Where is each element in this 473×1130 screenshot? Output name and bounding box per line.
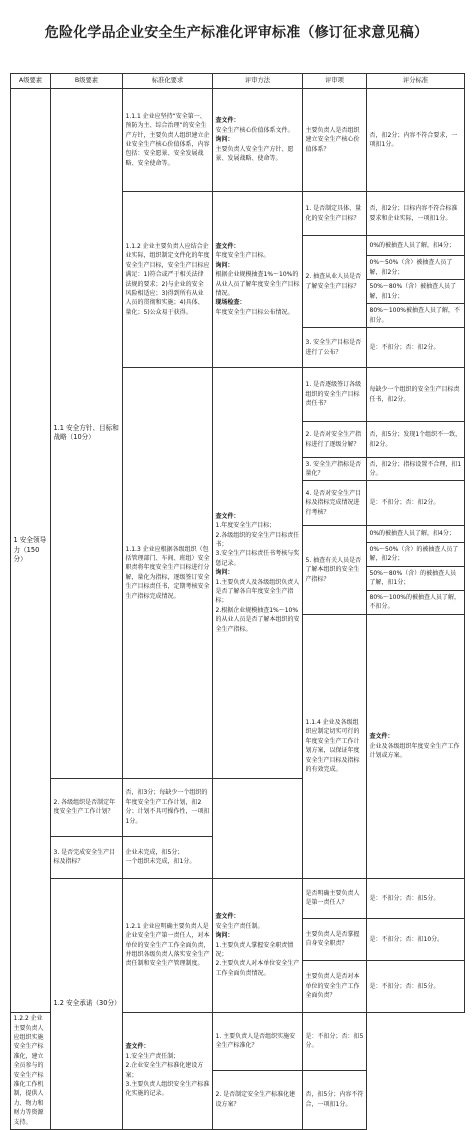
score-1-1-2-3: 是：不扣分；否：扣2分。 — [367, 328, 465, 368]
score-1-1-4-3: 企业未完成，扣5分； 一个组织未完成，扣1分。 — [123, 836, 213, 878]
table-row — [11, 878, 465, 918]
item-1-2-2-2: 2. 是否制定安全生产标准化建设方案？ — [213, 1071, 303, 1129]
requirement-1-1-3: 1.1.3 企业应根据各级组织（包括管理部门、车间、班组）安全职责将年度安全生产目标进行分解，量化为指标，逐级签订安全生产目标责任书，定期考核安全生产指标完成情况。 — [123, 368, 213, 779]
item-1-1-3-3: 3. 安全生产指标是否量化？ — [303, 458, 367, 481]
requirement-1-1-4: 1.1.4 企业及各级组织应制定切实可行的年度安全生产工作计划方案，以保证年度安全生产目标及指标的有效完成。 — [303, 614, 367, 878]
method-1-1-2: 查文件： 年度安全生产目标。 询问： 根据企业规模抽查1%～10%的从业人员了解年度安全生产目标情况。 现场检查： 年度安全生产目标公布情况。 — [213, 192, 303, 368]
item-1-2-1-3: 主要负责人是否对本单位的安全生产工作全面负责？ — [303, 960, 367, 1012]
method-1-1-4: 查文件： 企业及各级组织年度安全生产工作计划或方案。 — [367, 614, 465, 878]
score-1-1-2-2b: 0%～50%（含）被抽查人员了解，扣2分； — [367, 256, 465, 280]
header-method: 评审方法 — [213, 74, 303, 89]
requirement-1-2-1: 1.2.1 企业应明确主要负责人是企业安全生产第一责任人，对本单位的安全生产工作全面负责，并组织各级负责人落实安全生产责任制和安全生产管理制度。 — [123, 878, 213, 1012]
header-b-element: B级要素 — [51, 74, 123, 89]
header-row — [11, 74, 465, 89]
header-requirement: 标准化要求 — [123, 74, 213, 89]
item-1-1-3-5: 5. 抽查有关人员是否了解本组织的安全生产指标？ — [303, 525, 367, 614]
header-item: 评审项 — [303, 74, 367, 89]
item-1-1-4-2: 2. 各级组织是否制定年度安全生产工作计划？ — [51, 778, 123, 836]
method-1-1-3: 查文件： 1.年度安全生产目标； 2.各级组织的安全生产目标责任书； 3.安全生产目标责任书考核与奖惩记录。 询问： 1.主要负责人及各级组织负责人是否了解各自年度安全生产指标； 2.根据企业规模抽查1%～10%的从业人员是否了解本组织的安全生产指标。 — [213, 368, 303, 779]
score-1-1-3-4: 是：不扣分；否：扣2分。 — [367, 480, 465, 525]
score-1-1-3-1: 每缺少一个组织的安全生产目标责任书，扣2分。 — [367, 368, 465, 422]
score-1-1-3-5a: 0%的被抽查人员了解，扣4分； — [367, 525, 465, 542]
b-element-1-1: 1.1 安全方针、目标和战略（10分） — [51, 89, 123, 779]
item-1-1-1: 主要负责人是否组织建立安全生产核心价值体系？ — [303, 89, 367, 192]
score-1-1-2-2a: 0%的被抽查人员了解，扣4分； — [367, 236, 465, 256]
evaluation-table — [10, 73, 465, 1130]
item-1-1-3-1: 1. 是否逐级签订各级组织的安全生产目标责任书？ — [303, 368, 367, 422]
method-1-2-1: 查文件： 安全生产责任制。 询问： 1.主要负责人掌握安全职责情况； 2.主要负责人对本单位安全生产工作全面负责情况。 — [213, 878, 303, 1012]
score-1-2-2-1: 是：不扣分；否：扣5分。 — [303, 1012, 367, 1070]
method-1-1-1: 查文件： 安全生产核心价值体系文件。 询问： 主要负责人安全生产方针、愿景、发展战略、使命等。 — [213, 89, 303, 192]
score-1-2-1-1: 是：不扣分；否：扣5分。 — [367, 878, 465, 918]
a-element-leadership: 1 安全领导力（150分） — [11, 89, 51, 1013]
header-scoring: 评分标准 — [367, 74, 465, 89]
score-1-2-1-2: 是：不扣分；否：扣10分。 — [367, 918, 465, 960]
score-1-2-1-3: 是：不扣分；否：扣5分。 — [367, 960, 465, 1012]
score-1-1-2-2c: 50%～80%（含）被抽查人员了解，扣1分； — [367, 280, 465, 304]
b-element-1-2: 1.2 安全承诺（30分） — [51, 878, 123, 1129]
item-1-2-2-1: 1. 主要负责人是否组织实施安全生产标准化？ — [213, 1012, 303, 1070]
score-1-1-3-2: 否，扣5分；发现1个组织不一致，扣2分。 — [367, 422, 465, 458]
evaluation-table-container — [10, 73, 464, 1126]
header-a-element: A级要素 — [11, 74, 51, 89]
score-1-1-2-1: 否，扣2分；目标内容不符合标准要求和企业实际，一项扣1分。 — [367, 192, 465, 236]
requirement-1-1-1: 1.1.1 企业应坚持“安全第一、预防为主、综合治理”的安全生产方针，主要负责人组织建立企业安全生产核心价值体系，内容包括：安全愿景、安全发展战略、安全使命等。 — [123, 89, 213, 192]
page-title: 危险化学品企业安全生产标准化评审标准（修订征求意见稿） — [44, 25, 429, 41]
item-1-2-1-2: 主要负责人是否掌握自身安全职责？ — [303, 918, 367, 960]
item-1-1-2-2: 2. 抽查从业人员是否了解安全生产目标？ — [303, 236, 367, 328]
requirement-1-1-2: 1.1.2 企业主要负责人应结合企业实际，组织制定文件化的年度安全生产目标，安全生产目标应满足：1)符合或严于相关法律法规的要求；2)与企业的安全风险相适应；3)得到所有从业人员的贯彻和实施；4)具体、量化；5)公众易于获得。 — [123, 192, 213, 368]
table-row — [11, 89, 465, 192]
score-1-1-3-5b: 0%～50%（含）的被抽查人员了解，扣2分； — [367, 542, 465, 566]
item-1-1-3-2: 2. 是否对安全生产指标进行了逐级分解？ — [303, 422, 367, 458]
item-1-1-4-3: 3. 是否完成安全生产目标及指标？ — [51, 836, 123, 878]
item-1-2-1-1: 是否明确主要负责人是第一责任人？ — [303, 878, 367, 918]
score-1-1-2-2d: 80%～100%被抽查人员了解，不扣分。 — [367, 304, 465, 328]
score-1-1-3-3: 否，扣2分；指标设置不合理，扣1分。 — [367, 458, 465, 481]
score-1-2-2-2: 否，扣5分；内容不符合，一项扣1分。 — [303, 1071, 367, 1129]
method-1-2-2: 查文件： 1.安全生产责任制； 2.企业安全生产标准化建设方案； 3.主要负责人组织安全生产标准化实施的记录。 — [123, 1012, 213, 1129]
item-1-1-2-1: 1. 是否制定具体、量化的安全生产目标？ — [303, 192, 367, 236]
score-1-1-3-5c: 50%～80%（含）的被抽查人员了解，扣1分； — [367, 566, 465, 590]
score-1-1-4-2: 否，扣3分；每缺少一个组织的年度安全生产工作计划，扣2分；计划不具可操作性，一项扣1分。 — [123, 778, 213, 836]
item-1-1-2-3: 3. 安全生产目标是否进行了公布？ — [303, 328, 367, 368]
item-1-1-3-4: 4. 是否对安全生产目标及指标完成情况进行考核？ — [303, 480, 367, 525]
score-1-1-1: 否，扣2分；内容不符合要求，一项扣1分。 — [367, 89, 465, 192]
requirement-1-2-2: 1.2.2 企业主要负责人应组织实施安全生产标准化，建立全员参与的安全生产标准化工作机制，提供人力、物力和财力等资源支持。 — [11, 1012, 51, 1129]
score-1-1-3-5d: 80%～100%的被抽查人员了解，不扣分。 — [367, 590, 465, 614]
